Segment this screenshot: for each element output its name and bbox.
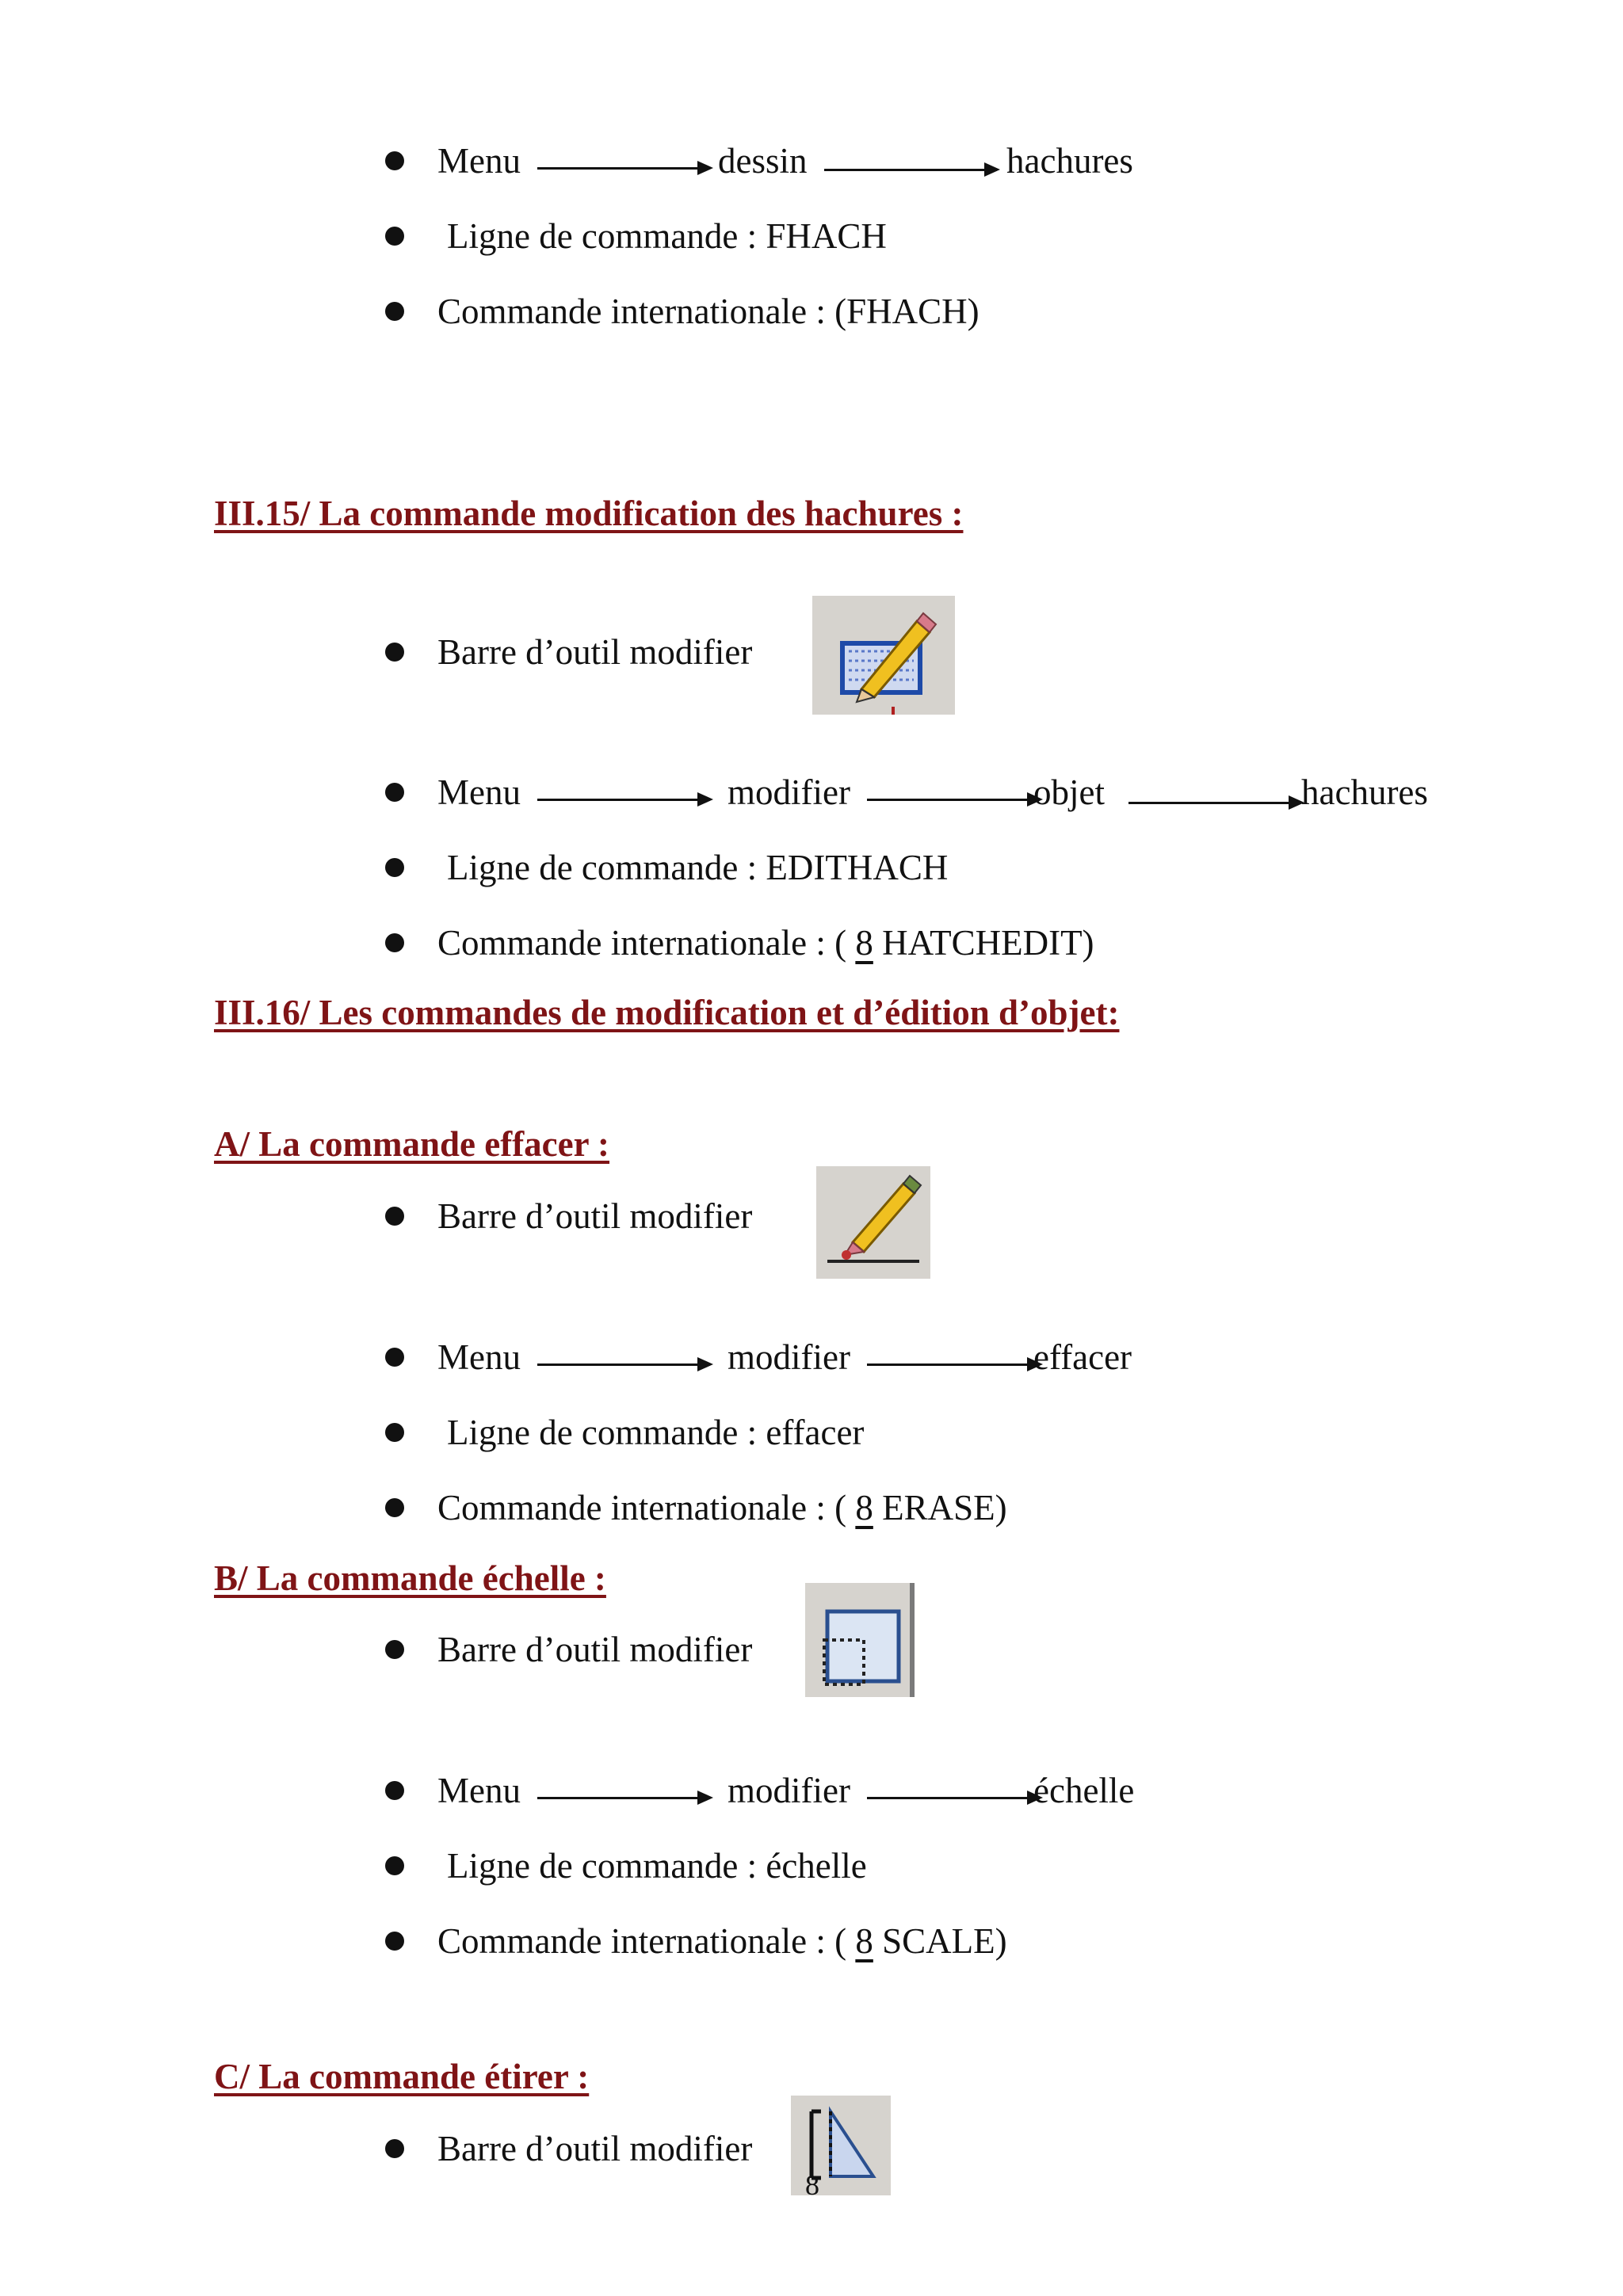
subsection-heading: B/ La commande échelle :	[214, 1558, 606, 1598]
arrow-icon	[1128, 802, 1301, 804]
bullet	[385, 783, 404, 802]
menu-step: modifier	[727, 1337, 850, 1377]
command-line-text: Ligne de commande : EDITHACH	[447, 848, 949, 887]
bullet	[385, 1423, 404, 1442]
menu-label: Menu	[437, 1337, 521, 1377]
menu-step: échelle	[1033, 1771, 1135, 1810]
bullet	[385, 1348, 404, 1367]
toolbar-label: Barre d’outil modifier	[437, 2129, 753, 2168]
arrow-icon	[824, 169, 997, 171]
subsection-heading: A/ La commande effacer :	[214, 1124, 610, 1164]
toolbar-label: Barre d’outil modifier	[437, 1630, 753, 1669]
bullet	[385, 1932, 404, 1951]
bullet	[385, 302, 404, 321]
toolbar-label: Barre d’outil modifier	[437, 1196, 753, 1236]
section-heading: III.16/ Les commandes de modification et d’édition d’objet:	[214, 993, 1120, 1032]
menu-label: Menu	[437, 141, 521, 181]
menu-step: hachures	[1006, 141, 1133, 181]
edit-hatch-icon[interactable]	[812, 596, 955, 715]
arrow-icon	[867, 799, 1040, 801]
scale-icon[interactable]	[805, 1583, 915, 1697]
bullet	[385, 1781, 404, 1800]
bullet	[385, 643, 404, 662]
command-line-text: Ligne de commande : FHACH	[447, 216, 887, 256]
arrow-icon	[867, 1363, 1040, 1366]
arrow-icon	[537, 1363, 710, 1366]
section-heading: III.15/ La commande modification des hachures :	[214, 494, 964, 533]
menu-label: Menu	[437, 772, 521, 812]
menu-step: dessin	[718, 141, 808, 181]
menu-step: modifier	[727, 1771, 850, 1810]
bullet	[385, 858, 404, 877]
bullet	[385, 2139, 404, 2158]
bullet	[385, 227, 404, 246]
bullet	[385, 1856, 404, 1875]
intl-command-text: Commande internationale : ( 8 SCALE)	[437, 1921, 1007, 1961]
arrow-icon	[867, 1797, 1040, 1799]
command-line-text: Ligne de commande : effacer	[447, 1413, 865, 1452]
menu-step: objet	[1033, 772, 1105, 812]
page-number: 8	[805, 2169, 819, 2201]
command-line-text: Ligne de commande : échelle	[447, 1846, 867, 1886]
menu-label: Menu	[437, 1771, 521, 1810]
arrow-icon	[537, 167, 710, 170]
eraser-icon[interactable]	[816, 1166, 930, 1279]
bullet	[385, 933, 404, 952]
menu-step: hachures	[1301, 772, 1428, 812]
bullet	[385, 1640, 404, 1659]
subsection-heading: C/ La commande étirer :	[214, 2057, 590, 2096]
bullet	[385, 151, 404, 170]
intl-command-text: Commande internationale : ( 8 HATCHEDIT)	[437, 923, 1094, 963]
arrow-icon	[537, 799, 710, 801]
intl-command-text: Commande internationale : ( 8 ERASE)	[437, 1488, 1007, 1527]
menu-step: modifier	[727, 772, 850, 812]
toolbar-label: Barre d’outil modifier	[437, 632, 753, 672]
menu-step: effacer	[1033, 1337, 1132, 1377]
bullet	[385, 1207, 404, 1226]
bullet	[385, 1498, 404, 1517]
intl-command-text: Commande internationale : (FHACH)	[437, 292, 980, 331]
arrow-icon	[537, 1797, 710, 1799]
